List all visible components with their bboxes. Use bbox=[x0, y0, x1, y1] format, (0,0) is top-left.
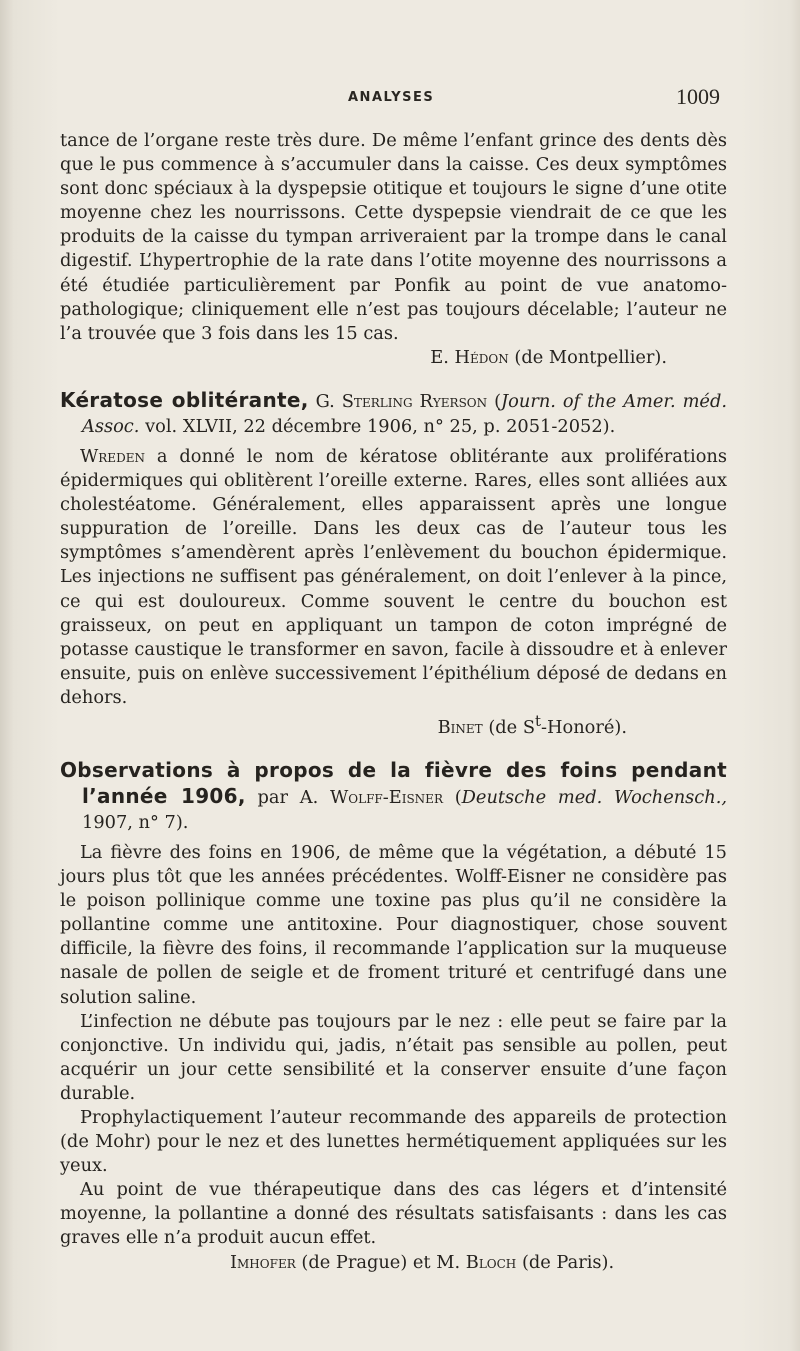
signature-place: (de S bbox=[488, 716, 536, 738]
article-paragraph: L’infection ne débute pas toujours par le nez : elle peut se faire par la conjonctive. Un individu qui, jadis, n’était pas sensible au pollen, peut acquérir un jour cette sensibilité et la conserver ensuite d’une façon durable. bbox=[60, 1010, 727, 1104]
article-title: Observations à propos de la fièvre des foins pendant l’année 1906, bbox=[60, 757, 727, 808]
article-by: par A. bbox=[257, 786, 319, 808]
body-text: a donné le nom de kératose oblitérante aux proliférations épidermiques qui oblitèrent l’oreille externe. Rares, elles sont alliées aux cholestéatome. Généralement, elles apparaissent après une longue suppuration de l’oreille. Dans les deux cas de l’auteur tous les symptômes s’amendèrent après l’enlèvement du bouchon épidermique. Les injections ne suffisent pas généralement, on doit l’enlever à la pince, ce qui est douloureux. Comme souvent le centre du bouchon est graisseux, on peut en appliquant un tampon de coton imprégné de potasse caustique le transformer en savon, facile à dissoudre et à enlever ensuite, puis on enlève successivement l’épithélium déposé de dedans en dehors. bbox=[60, 445, 728, 708]
article-paragraph: Au point de vue thérapeutique dans des cas légers et d’intensité moyenne, la pollantine a donné des résultats satisfaisants : dans les cas graves elle n’a produit aucun effet. bbox=[60, 1179, 727, 1249]
journal-ref: 1907, n° 7). bbox=[82, 811, 189, 833]
ref-open: ( bbox=[494, 390, 502, 412]
article-fievre-foins bbox=[60, 758, 727, 1275]
ref-open: ( bbox=[454, 786, 462, 808]
article-heading bbox=[60, 388, 727, 439]
signature-sup: t bbox=[535, 712, 541, 730]
article-body bbox=[60, 445, 727, 710]
article-author: Wolff-Eisner bbox=[330, 786, 443, 808]
intro-paragraph: tance de l’organe reste très dure. De même l’enfant grince des dents dès que le pus commence à s’accumuler dans la caisse. Ces deux symptômes sont donc spéciaux à la dyspepsie otitique et toujours le signe d’une otite moyenne chez les nourrissons. Cette dyspepsie viendrait de ce que les produits de la caisse du tympan arriveraient par la trompe dans le canal digestif. L’hypertrophie de la rate dans l’otite moyenne des nourrissons a été étudiée particulièrement par Ponfik au point de vue anatomo-pathologique; cliniquement elle n’est pas toujours décelable; l’auteur ne l’a trouvée que 3 fois dans les 15 cas. bbox=[60, 130, 727, 344]
journal-name: Deutsche med. Wochensch., bbox=[461, 786, 728, 808]
article-paragraph: La fièvre des foins en 1906, de même que la végétation, a débuté 15 jours plus tôt que les années précédentes. Wolff-Eisner ne considère pas le poison pollinique comme une toxine pas plus qu’il ne considère la pollantine comme une antitoxine. Pour diagnostiquer, chose souvent difficile, la fièvre des foins, il recommande l’application sur la muqueuse nasale de pollen de seigle et de froment trituré et centrifugé dans une solution saline. bbox=[60, 841, 727, 1008]
article-title: Kératose oblitérante, bbox=[60, 387, 309, 412]
text-column bbox=[60, 129, 727, 1275]
article-signature bbox=[60, 710, 727, 740]
signature-name: Imhofer bbox=[230, 1251, 296, 1273]
lead-name: Wreden bbox=[80, 445, 145, 467]
article-signature bbox=[60, 1251, 727, 1275]
signature-name: Binet bbox=[437, 716, 483, 738]
signature-place: (de Prague) et M. bbox=[301, 1251, 461, 1273]
article-author: G. Sterling Ryerson bbox=[315, 390, 488, 412]
article-keratose bbox=[60, 388, 727, 740]
signature-end: -Honoré). bbox=[541, 716, 627, 738]
signature-name: E. Hédon bbox=[430, 346, 509, 368]
journal-name: Journ. of the Amer. méd. Assoc. bbox=[82, 390, 727, 437]
signature-place: (de Paris). bbox=[521, 1251, 615, 1273]
signature-place: (de Montpellier). bbox=[514, 346, 667, 368]
signature-name: Bloch bbox=[465, 1251, 517, 1273]
article-heading bbox=[60, 758, 727, 835]
running-title: ANALYSES bbox=[348, 90, 435, 105]
article-paragraph: Prophylactiquement l’auteur recommande des appareils de protection (de Mohr) pour le nez et des lunettes hermétiquement appliquées sur les yeux. bbox=[60, 1107, 727, 1177]
journal-ref: vol. XLVII, 22 décembre 1906, n° 25, p. 2051-2052). bbox=[145, 415, 616, 437]
running-header bbox=[0, 84, 800, 114]
intro-signature bbox=[60, 346, 727, 370]
page-number: 1009 bbox=[676, 84, 720, 109]
